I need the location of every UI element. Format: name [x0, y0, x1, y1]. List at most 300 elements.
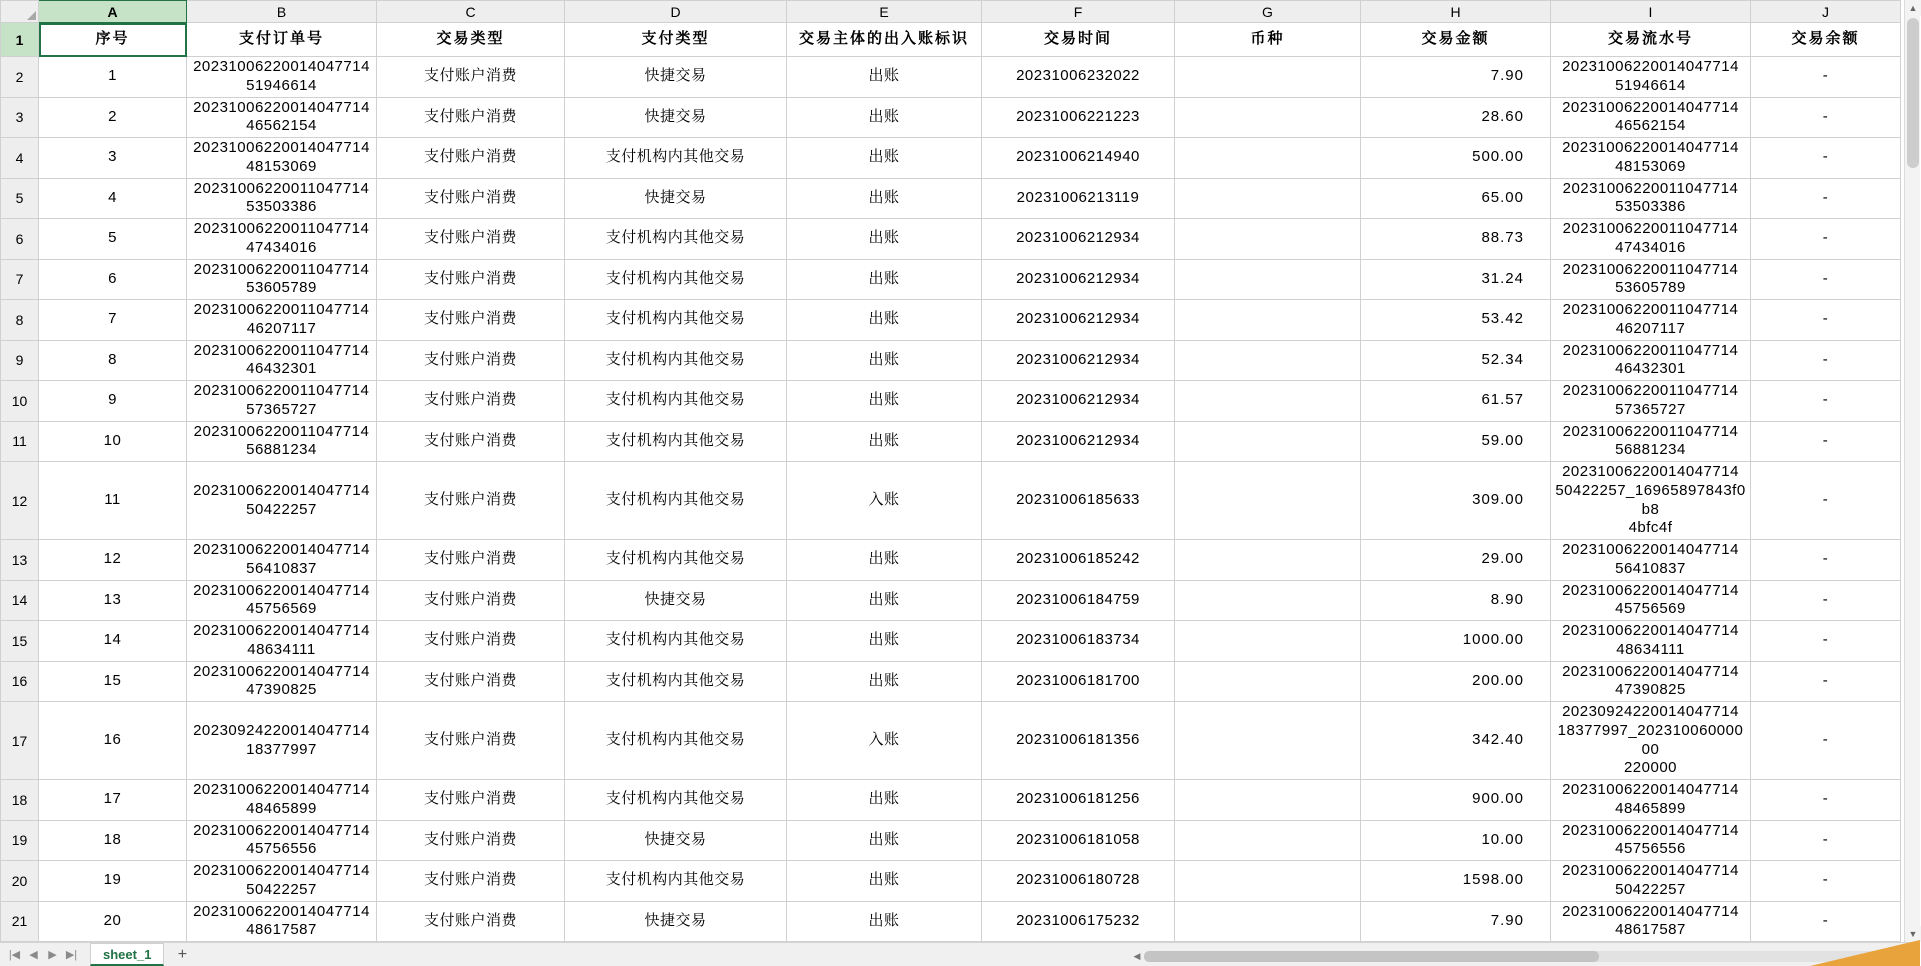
table-row[interactable] [1, 540, 1901, 581]
cell-交易流水号[interactable] [1551, 381, 1751, 422]
cell-交易类型[interactable] [377, 780, 565, 821]
cell-交易余额[interactable] [1751, 661, 1901, 702]
cell-交易类型[interactable] [377, 381, 565, 422]
cell-序号[interactable] [39, 138, 187, 179]
cell-交易金额[interactable] [1361, 138, 1551, 179]
cell-序号[interactable] [39, 861, 187, 902]
cell-交易时间[interactable] [982, 340, 1175, 381]
cell-支付类型[interactable] [565, 861, 787, 902]
cell-支付类型[interactable] [565, 901, 787, 942]
cell-交易金额[interactable] [1361, 462, 1551, 540]
cell-支付类型[interactable] [565, 702, 787, 780]
row-header-9[interactable]: 9 [1, 340, 39, 381]
cell-交易主体的出入账标识[interactable] [787, 780, 982, 821]
cell-交易时间[interactable] [982, 178, 1175, 219]
cell-币种[interactable] [1175, 300, 1361, 341]
cell-交易金额[interactable] [1361, 820, 1551, 861]
cell-交易时间[interactable] [982, 138, 1175, 179]
cell-支付订单号[interactable] [187, 219, 377, 260]
header-cell-支付类型[interactable] [565, 23, 787, 57]
cell-交易类型[interactable] [377, 540, 565, 581]
cell-交易流水号[interactable] [1551, 621, 1751, 662]
cell-交易金额[interactable] [1361, 621, 1551, 662]
cell-支付订单号[interactable] [187, 462, 377, 540]
cell-交易流水号[interactable] [1551, 138, 1751, 179]
cell-交易余额[interactable] [1751, 861, 1901, 902]
row-header-14[interactable]: 14 [1, 580, 39, 621]
cell-交易金额[interactable] [1361, 861, 1551, 902]
sheet-tab-sheet_1[interactable]: sheet_1 [90, 943, 164, 966]
table-row[interactable] [1, 820, 1901, 861]
cell-交易时间[interactable] [982, 57, 1175, 98]
cell-支付类型[interactable] [565, 661, 787, 702]
cell-交易时间[interactable] [982, 300, 1175, 341]
cell-交易主体的出入账标识[interactable] [787, 901, 982, 942]
cell-交易流水号[interactable] [1551, 901, 1751, 942]
row-header-21[interactable]: 21 [1, 901, 39, 942]
cell-交易时间[interactable] [982, 780, 1175, 821]
cell-交易时间[interactable] [982, 901, 1175, 942]
header-cell-交易时间[interactable] [982, 23, 1175, 57]
cell-支付订单号[interactable] [187, 820, 377, 861]
cell-支付订单号[interactable] [187, 381, 377, 422]
cell-交易流水号[interactable] [1551, 540, 1751, 581]
column-header-h[interactable]: H [1361, 1, 1551, 23]
cell-交易流水号[interactable] [1551, 421, 1751, 462]
cell-交易类型[interactable] [377, 861, 565, 902]
cell-交易时间[interactable] [982, 661, 1175, 702]
cell-交易类型[interactable] [377, 421, 565, 462]
cell-交易类型[interactable] [377, 901, 565, 942]
cell-序号[interactable] [39, 219, 187, 260]
prev-sheet-icon[interactable]: ◀ [29, 949, 38, 961]
cell-text: 快捷交易 [644, 911, 707, 929]
cell-支付类型[interactable] [565, 421, 787, 462]
vertical-scrollbar[interactable] [1904, 0, 1920, 942]
cell-序号[interactable] [39, 97, 187, 138]
row-header-19[interactable]: 19 [1, 820, 39, 861]
cell-支付订单号[interactable] [187, 861, 377, 902]
cell-序号[interactable] [39, 661, 187, 702]
cell-交易金额[interactable] [1361, 57, 1551, 98]
cell-交易金额[interactable] [1361, 661, 1551, 702]
cell-交易时间[interactable] [982, 219, 1175, 260]
cell-交易主体的出入账标识[interactable] [787, 178, 982, 219]
header-cell-币种[interactable] [1175, 23, 1361, 57]
cell-text: 支付账户消费 [423, 188, 517, 206]
cell-支付订单号[interactable] [187, 702, 377, 780]
cell-币种[interactable] [1175, 780, 1361, 821]
scroll-left-icon[interactable]: ◀ [1133, 950, 1141, 961]
cell-序号[interactable] [39, 780, 187, 821]
sheet-body[interactable] [1, 23, 1901, 942]
cell-交易主体的出入账标识[interactable] [787, 861, 982, 902]
cell-交易余额[interactable] [1751, 340, 1901, 381]
cell-交易金额[interactable] [1361, 421, 1551, 462]
cell-交易主体的出入账标识[interactable] [787, 138, 982, 179]
cell-交易主体的出入账标识[interactable] [787, 300, 982, 341]
add-sheet-button[interactable]: + [177, 945, 188, 963]
cell-text: 20231006220014047714 47390825 [193, 662, 370, 699]
cell-币种[interactable] [1175, 621, 1361, 662]
cell-交易余额[interactable] [1751, 702, 1901, 780]
cell-交易主体的出入账标识[interactable] [787, 219, 982, 260]
header-text: 交易时间 [1043, 30, 1112, 48]
next-sheet-icon[interactable]: ▶ [48, 949, 57, 961]
cell-序号[interactable] [39, 820, 187, 861]
table-row[interactable] [1, 861, 1901, 902]
cell-币种[interactable] [1175, 661, 1361, 702]
table-row[interactable] [1, 219, 1901, 260]
cell-交易类型[interactable] [377, 621, 565, 662]
cell-交易主体的出入账标识[interactable] [787, 462, 982, 540]
select-all-corner[interactable] [1, 1, 39, 23]
cell-交易金额[interactable] [1361, 580, 1551, 621]
cell-币种[interactable] [1175, 381, 1361, 422]
cell-交易金额[interactable] [1361, 259, 1551, 300]
cell-序号[interactable] [39, 621, 187, 662]
row-header-6[interactable]: 6 [1, 219, 39, 260]
cell-交易余额[interactable] [1751, 780, 1901, 821]
table-row[interactable] [1, 462, 1901, 540]
scroll-up-icon[interactable]: ▲ [1905, 0, 1921, 16]
row-header-10[interactable]: 10 [1, 381, 39, 422]
cell-交易余额[interactable] [1751, 57, 1901, 98]
cell-支付订单号[interactable] [187, 259, 377, 300]
cell-支付类型[interactable] [565, 540, 787, 581]
cell-交易金额[interactable] [1361, 219, 1551, 260]
cell-交易余额[interactable] [1751, 462, 1901, 540]
table-row[interactable] [1, 421, 1901, 462]
cell-序号[interactable] [39, 381, 187, 422]
cell-交易类型[interactable] [377, 661, 565, 702]
cell-支付类型[interactable] [565, 300, 787, 341]
cell-交易金额[interactable] [1361, 97, 1551, 138]
cell-交易时间[interactable] [982, 621, 1175, 662]
cell-币种[interactable] [1175, 580, 1361, 621]
cell-交易主体的出入账标识[interactable] [787, 580, 982, 621]
cell-币种[interactable] [1175, 178, 1361, 219]
cell-币种[interactable] [1175, 340, 1361, 381]
header-cell-交易流水号[interactable] [1551, 23, 1751, 57]
cell-序号[interactable] [39, 300, 187, 341]
cell-序号[interactable] [39, 178, 187, 219]
table-row[interactable] [1, 580, 1901, 621]
cell-交易余额[interactable] [1751, 300, 1901, 341]
cell-支付订单号[interactable] [187, 661, 377, 702]
cell-币种[interactable] [1175, 901, 1361, 942]
scroll-right-icon[interactable]: ▶ [1881, 950, 1889, 961]
cell-交易类型[interactable] [377, 580, 565, 621]
cell-交易类型[interactable] [377, 97, 565, 138]
cell-交易类型[interactable] [377, 702, 565, 780]
header-cell-交易主体的出入账标识[interactable] [787, 23, 982, 57]
row-header-17[interactable]: 17 [1, 702, 39, 780]
cell-交易流水号[interactable] [1551, 178, 1751, 219]
cell-支付订单号[interactable] [187, 97, 377, 138]
cell-支付订单号[interactable] [187, 178, 377, 219]
cell-text: 出账 [868, 871, 900, 889]
cell-交易余额[interactable] [1751, 97, 1901, 138]
table-row[interactable] [1, 97, 1901, 138]
cell-交易流水号[interactable] [1551, 97, 1751, 138]
cell-交易主体的出入账标识[interactable] [787, 340, 982, 381]
cell-支付类型[interactable] [565, 340, 787, 381]
cell-币种[interactable] [1175, 861, 1361, 902]
table-row[interactable] [1, 138, 1901, 179]
cell-交易主体的出入账标识[interactable] [787, 381, 982, 422]
cell-交易流水号[interactable] [1551, 300, 1751, 341]
sheet-navigation[interactable] [0, 945, 86, 965]
table-row[interactable] [1, 621, 1901, 662]
cell-交易流水号[interactable] [1551, 861, 1751, 902]
column-header-j[interactable]: J [1751, 1, 1901, 23]
last-sheet-icon[interactable]: ▶| [65, 949, 78, 961]
cell-交易流水号[interactable] [1551, 661, 1751, 702]
cell-text: 快捷交易 [644, 188, 707, 206]
cell-交易类型[interactable] [377, 259, 565, 300]
cell-交易主体的出入账标识[interactable] [787, 57, 982, 98]
cell-交易流水号[interactable] [1551, 580, 1751, 621]
table-row[interactable] [1, 300, 1901, 341]
cell-text: 20231006220011047714 53605789 [1562, 260, 1739, 297]
column-header-g[interactable]: G [1175, 1, 1361, 23]
cell-币种[interactable] [1175, 57, 1361, 98]
cell-交易主体的出入账标识[interactable] [787, 421, 982, 462]
cell-币种[interactable] [1175, 540, 1361, 581]
cell-支付订单号[interactable] [187, 421, 377, 462]
cell-text: 支付机构内其他交易 [605, 391, 746, 409]
cell-text [1175, 581, 1360, 621]
cell-交易流水号[interactable] [1551, 820, 1751, 861]
row-header-3[interactable]: 3 [1, 97, 39, 138]
cell-支付类型[interactable] [565, 381, 787, 422]
cell-序号[interactable] [39, 259, 187, 300]
cell-币种[interactable] [1175, 259, 1361, 300]
column-header-i[interactable]: I [1551, 1, 1751, 23]
cell-序号[interactable] [39, 57, 187, 98]
cell-交易余额[interactable] [1751, 259, 1901, 300]
cell-序号[interactable] [39, 580, 187, 621]
cell-币种[interactable] [1175, 97, 1361, 138]
row-header-20[interactable]: 20 [1, 861, 39, 902]
scroll-down-icon[interactable]: ▼ [1905, 926, 1921, 942]
cell-交易金额[interactable] [1361, 780, 1551, 821]
vertical-scroll-thumb[interactable] [1907, 18, 1919, 168]
column-header-e[interactable]: E [787, 1, 982, 23]
cell-交易流水号[interactable] [1551, 340, 1751, 381]
cell-交易余额[interactable] [1751, 421, 1901, 462]
cell-支付类型[interactable] [565, 57, 787, 98]
cell-交易余额[interactable] [1751, 219, 1901, 260]
cell-序号[interactable] [39, 462, 187, 540]
cell-交易主体的出入账标识[interactable] [787, 97, 982, 138]
cell-交易流水号[interactable] [1551, 702, 1751, 780]
cell-text: 支付账户消费 [423, 631, 517, 649]
table-row[interactable] [1, 661, 1901, 702]
column-header-d[interactable]: D [565, 1, 787, 23]
table-row[interactable] [1, 702, 1901, 780]
cell-text: 支付账户消费 [423, 590, 517, 608]
cell-交易类型[interactable] [377, 820, 565, 861]
cell-交易流水号[interactable] [1551, 259, 1751, 300]
cell-text: 支付账户消费 [423, 229, 517, 247]
cell-交易时间[interactable] [982, 381, 1175, 422]
cell-交易类型[interactable] [377, 340, 565, 381]
cell-币种[interactable] [1175, 702, 1361, 780]
cell-交易主体的出入账标识[interactable] [787, 540, 982, 581]
header-cell-序号[interactable] [39, 23, 187, 57]
cell-支付类型[interactable] [565, 97, 787, 138]
cell-支付订单号[interactable] [187, 340, 377, 381]
cell-交易类型[interactable] [377, 138, 565, 179]
cell-币种[interactable] [1175, 820, 1361, 861]
row-header-15[interactable]: 15 [1, 621, 39, 662]
cell-币种[interactable] [1175, 462, 1361, 540]
cell-交易时间[interactable] [982, 462, 1175, 540]
cell-text: 500.00 [1472, 148, 1524, 166]
table-header-row[interactable] [1, 23, 1901, 57]
cell-交易类型[interactable] [377, 462, 565, 540]
cell-支付订单号[interactable] [187, 138, 377, 179]
cell-交易流水号[interactable] [1551, 57, 1751, 98]
cell-交易时间[interactable] [982, 259, 1175, 300]
cell-交易类型[interactable] [377, 219, 565, 260]
cell-交易类型[interactable] [377, 57, 565, 98]
cell-币种[interactable] [1175, 138, 1361, 179]
cell-交易金额[interactable] [1361, 300, 1551, 341]
table-row[interactable] [1, 57, 1901, 98]
cell-交易主体的出入账标识[interactable] [787, 259, 982, 300]
cell-交易时间[interactable] [982, 820, 1175, 861]
cell-交易主体的出入账标识[interactable] [787, 621, 982, 662]
cell-交易金额[interactable] [1361, 901, 1551, 942]
table-row[interactable] [1, 259, 1901, 300]
cell-支付订单号[interactable] [187, 780, 377, 821]
cell-交易时间[interactable] [982, 702, 1175, 780]
header-cell-交易余额[interactable] [1751, 23, 1901, 57]
cell-交易金额[interactable] [1361, 178, 1551, 219]
cell-交易金额[interactable] [1361, 340, 1551, 381]
horizontal-scroll-thumb[interactable] [1144, 951, 1599, 962]
cell-交易时间[interactable] [982, 580, 1175, 621]
column-header-a[interactable]: A [39, 1, 187, 23]
row-header-1[interactable]: 1 [1, 23, 39, 57]
row-header-4[interactable]: 4 [1, 138, 39, 179]
cell-序号[interactable] [39, 421, 187, 462]
header-cell-交易类型[interactable] [377, 23, 565, 57]
header-cell-支付订单号[interactable] [187, 23, 377, 57]
row-header-13[interactable]: 13 [1, 540, 39, 581]
horizontal-scroll-track[interactable] [1144, 951, 1878, 962]
cell-交易金额[interactable] [1361, 540, 1551, 581]
row-header-11[interactable]: 11 [1, 421, 39, 462]
cell-交易金额[interactable] [1361, 702, 1551, 780]
cell-交易余额[interactable] [1751, 138, 1901, 179]
cell-交易流水号[interactable] [1551, 219, 1751, 260]
cell-交易类型[interactable] [377, 300, 565, 341]
horizontal-scrollbar[interactable] [1130, 947, 1892, 965]
cell-交易时间[interactable] [982, 861, 1175, 902]
column-header-b[interactable]: B [187, 1, 377, 23]
row-header-16[interactable]: 16 [1, 661, 39, 702]
header-cell-交易金额[interactable] [1361, 23, 1551, 57]
cell-text: - [1822, 148, 1829, 166]
cell-text: 20231006220014047714 48617587 [1562, 902, 1739, 939]
cell-交易时间[interactable] [982, 97, 1175, 138]
cell-交易类型[interactable] [377, 178, 565, 219]
cell-text: 59.00 [1481, 431, 1524, 449]
cell-支付订单号[interactable] [187, 540, 377, 581]
cell-交易主体的出入账标识[interactable] [787, 661, 982, 702]
cell-支付类型[interactable] [565, 178, 787, 219]
cell-交易主体的出入账标识[interactable] [787, 820, 982, 861]
cell-币种[interactable] [1175, 219, 1361, 260]
cell-序号[interactable] [39, 901, 187, 942]
cell-text: 支付账户消费 [423, 671, 517, 689]
cell-支付类型[interactable] [565, 138, 787, 179]
cell-交易余额[interactable] [1751, 381, 1901, 422]
cell-支付订单号[interactable] [187, 621, 377, 662]
first-sheet-icon[interactable]: |◀ [8, 949, 21, 961]
table-row[interactable] [1, 780, 1901, 821]
table-row[interactable] [1, 901, 1901, 942]
row-header-7[interactable]: 7 [1, 259, 39, 300]
cell-支付类型[interactable] [565, 219, 787, 260]
cell-序号[interactable] [39, 540, 187, 581]
cell-序号[interactable] [39, 340, 187, 381]
cell-交易余额[interactable] [1751, 621, 1901, 662]
column-header-f[interactable]: F [982, 1, 1175, 23]
cell-支付订单号[interactable] [187, 300, 377, 341]
cell-币种[interactable] [1175, 421, 1361, 462]
cell-支付类型[interactable] [565, 259, 787, 300]
cell-支付类型[interactable] [565, 580, 787, 621]
cell-支付类型[interactable] [565, 462, 787, 540]
cell-text: 20231006220014047714 51946614 [193, 58, 370, 94]
cell-交易余额[interactable] [1751, 540, 1901, 581]
cell-交易余额[interactable] [1751, 901, 1901, 942]
cell-交易余额[interactable] [1751, 820, 1901, 861]
cell-交易主体的出入账标识[interactable] [787, 702, 982, 780]
cell-交易余额[interactable] [1751, 580, 1901, 621]
cell-支付订单号[interactable] [187, 580, 377, 621]
cell-交易余额[interactable] [1751, 178, 1901, 219]
cell-交易流水号[interactable] [1551, 462, 1751, 540]
cell-交易时间[interactable] [982, 540, 1175, 581]
cell-交易金额[interactable] [1361, 381, 1551, 422]
table-row[interactable] [1, 178, 1901, 219]
cell-支付类型[interactable] [565, 820, 787, 861]
row-header-8[interactable]: 8 [1, 300, 39, 341]
column-header-row[interactable] [1, 1, 1901, 23]
cell-支付订单号[interactable] [187, 901, 377, 942]
cell-交易流水号[interactable] [1551, 780, 1751, 821]
row-header-12[interactable]: 12 [1, 462, 39, 540]
cell-支付订单号[interactable] [187, 57, 377, 98]
row-header-2[interactable]: 2 [1, 57, 39, 98]
column-header-c[interactable]: C [377, 1, 565, 23]
row-header-18[interactable]: 18 [1, 780, 39, 821]
cell-支付类型[interactable] [565, 621, 787, 662]
cell-序号[interactable] [39, 702, 187, 780]
table-row[interactable] [1, 340, 1901, 381]
table-row[interactable] [1, 381, 1901, 422]
cell-支付类型[interactable] [565, 780, 787, 821]
cell-交易时间[interactable] [982, 421, 1175, 462]
row-header-5[interactable]: 5 [1, 178, 39, 219]
cell-text: 20231006220011047714 47434016 [1562, 220, 1739, 256]
